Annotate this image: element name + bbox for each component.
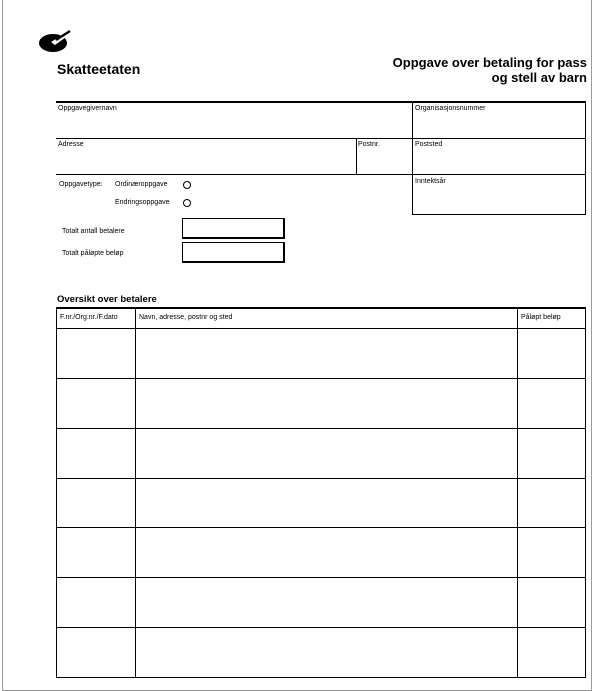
employer-name-field[interactable] — [56, 103, 412, 138]
form-title-line-2: og stell av barn — [491, 70, 587, 85]
employer-name-label: Oppgavegivernavn — [58, 105, 117, 112]
col-header-amount: Påløpt beløp — [521, 314, 561, 321]
postal-place-label: Poststed — [415, 141, 443, 148]
agency-name: Skatteetaten — [57, 61, 141, 77]
income-year-bottom-rule — [412, 214, 586, 215]
table-row — [57, 528, 585, 578]
total-amount-input[interactable] — [182, 242, 285, 263]
income-year-label: Inntektsår — [415, 178, 446, 185]
report-type-label: Oppgavetype: — [59, 181, 103, 188]
total-amount-label: Totalt påløpte beløp — [62, 250, 124, 257]
table-row — [57, 479, 585, 529]
payers-table — [56, 307, 586, 678]
report-type-option-change-label: Endringsoppgave — [115, 199, 170, 206]
table-row — [57, 329, 585, 379]
skatteetaten-logo-icon — [37, 28, 77, 56]
postal-code-field[interactable] — [357, 139, 412, 174]
table-row — [57, 429, 585, 479]
report-type-option-ordinary-label: Ordinæroppgave — [115, 181, 168, 188]
org-number-label: Organisasjonsnummer — [415, 105, 486, 112]
postal-place-field[interactable] — [413, 139, 585, 174]
col-header-name-address: Navn, adresse, postnr og sted — [139, 314, 233, 321]
address-label: Adresse — [58, 141, 84, 148]
report-type-change-radio[interactable] — [183, 199, 191, 207]
overview-title: Oversikt over betalere — [57, 294, 157, 305]
org-number-field[interactable] — [413, 103, 585, 138]
total-payers-input[interactable] — [182, 218, 285, 239]
form-right-border — [585, 101, 586, 215]
total-payers-label: Totalt antall betalere — [62, 228, 125, 235]
report-type-ordinary-radio[interactable] — [183, 181, 191, 189]
form-title — [393, 55, 587, 85]
form-title-line-1: Oppgave over betaling for pass — [392, 55, 587, 70]
table-row — [57, 578, 585, 628]
income-year-field[interactable] — [413, 175, 585, 214]
table-row — [57, 628, 585, 678]
table-row — [57, 379, 585, 429]
col-header-id: F.nr./Org.nr./F.dato — [60, 314, 118, 321]
address-field[interactable] — [56, 139, 356, 174]
postal-code-label: Postnr. — [358, 141, 380, 148]
